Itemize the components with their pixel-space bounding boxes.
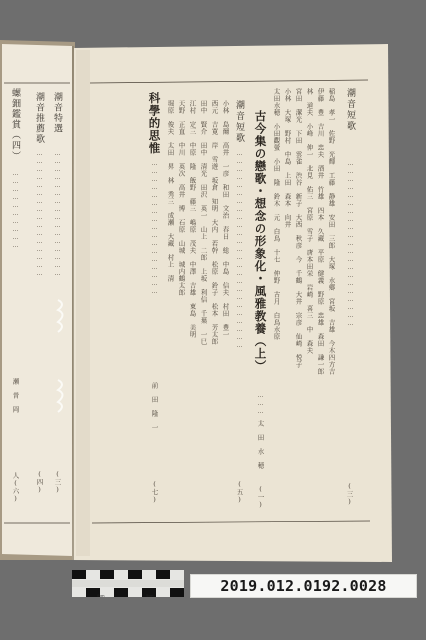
science-page: (七) — [150, 480, 159, 504]
dots-essay: ……… — [257, 392, 264, 416]
toc-left-line4-page: (三) — [53, 470, 62, 494]
toc-left-line1: 螺鈿鑑賞（四） — [10, 88, 20, 162]
science-title: 科學的思惟 — [147, 92, 162, 155]
poets-col-11: 天野 正直 中川 英次 高井 博 石原 山城 城内鶴太郎 — [177, 100, 186, 296]
poets-col-2: 小林 大塚 野村 中島 上田 森本 向井 — [283, 88, 292, 228]
dots-section2: ………………………………………………………………… — [236, 150, 243, 350]
toc-left-line4: 潮音特選 — [52, 92, 62, 134]
toc-left-line3-page: (四) — [35, 470, 44, 494]
poets-col-12: 堀原 俊夫 太田 昇 林 秀三 成瀬 大藏 村上 清 — [166, 100, 175, 282]
poets-col-3: 宮田 潔光 下田 雲雀 渋谷 新子 大西 秋彦 今 千鶴 大井 宗彦 仙崎 悦子 — [294, 88, 303, 368]
scale-label-left: 0cm — [97, 594, 105, 598]
gutter-shadow — [76, 50, 90, 556]
science-author: 前 田 隆 一 — [150, 382, 159, 431]
accession-number: 2019.012.0192.0028 — [220, 577, 387, 595]
section2-title: 潮音短歌 — [234, 100, 244, 144]
dots-science: …………………………………………… — [151, 160, 158, 296]
section-page: (三) — [345, 482, 354, 506]
essay-page: (一) — [256, 485, 265, 509]
scale-label-right: 5cm — [146, 594, 154, 598]
poets-col-7: 小林 島爾 高井 一彦 和田 文治 春日 総 中島 信夫 村田 豊一 — [221, 100, 230, 338]
dots-left-1: ………………………… — [12, 170, 19, 250]
dots-section: ……………………………………………………… — [347, 160, 354, 328]
section-title: 潮音短歌 — [345, 88, 355, 132]
right-page — [72, 44, 392, 562]
essay-title: 古今集の戀歌・想念の形象化・風雅教養（上） — [253, 110, 268, 373]
toc-left-line3: 潮音推薦歌 — [34, 92, 44, 145]
essay-author: 太 田 水 穂 — [256, 420, 265, 469]
toc-left-line1-author: 瀬 昔 岡 — [11, 378, 20, 413]
poets-col-4: 林 道夫 小峰 伸一 北見 佑三 宮原 雪子 唐本田栄 岩崎 喜三 中 森夫 — [305, 88, 314, 354]
toc-left-line1-page: 人(六) — [11, 472, 20, 503]
section2-page: (五) — [235, 480, 244, 504]
poets-col-1: 太田水穂 小田觀螢 小田 隆 鈴木 元 白鳥 十七 仲野 古月 白鳥水原 — [272, 88, 281, 340]
poets-col-10: 江村 定三 中原 隆 飯野 藤三 嶋原 茂夫 中澤 吉雄 東島 美明 — [188, 100, 197, 338]
poets-col-9: 田中 賢介 田中 清光 田沢 英一 山上 二郎 上坂 利信 千葉 一巳 — [199, 100, 208, 345]
poets-col-6: 稲島 孝一 佐野 光輝 工藤 静雄 安田 三郎 大塚 水郷 宮坂 吉雄 今木四方吉 — [327, 88, 336, 375]
dots-left-4: ………………………………………… — [54, 150, 61, 278]
poets-col-8: 西元 吉寛 岸 雪遊 坂倉 知明 大内 若幹 松原 鈴子 松本 芳太郎 — [210, 100, 219, 345]
dots-left-3: ………………………………………… — [36, 150, 43, 278]
scale-bar — [72, 570, 184, 597]
poets-col-5: 伊藤 豊 吉川 忠夫 酒井 竹雄 四本 久藏 平原 健義 野原 忠雄 森田 謙一郎 — [316, 88, 325, 375]
accession-card — [190, 574, 417, 598]
